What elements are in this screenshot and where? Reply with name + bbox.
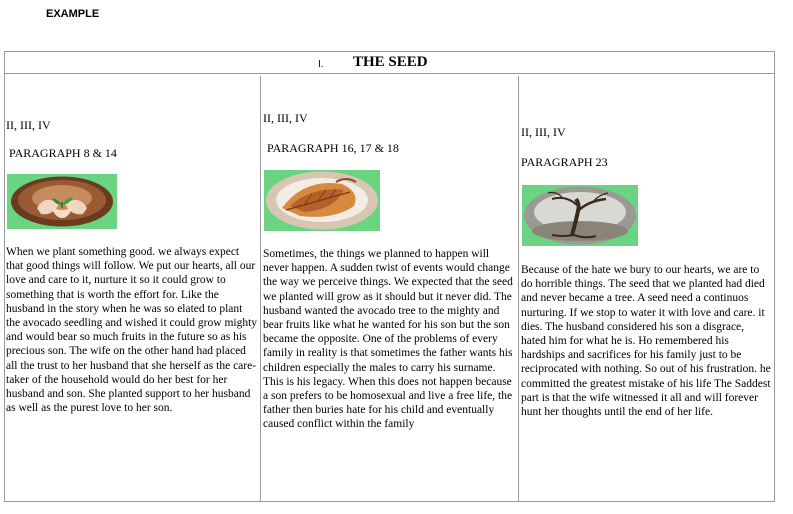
parts-label: II, III, IV	[6, 118, 51, 132]
dry-leaf-icon	[264, 170, 380, 231]
analysis-text: When we plant something good. we always expect that good things will follow. We put our hearts, all our love and care to it, nurture it so it could grow to something that is worth the effort for. Like the husband in the story when he was so elated to plant the avocado seedling and wished it could grow mighty and would bear so much fruits in the future so as his precious son. The wife on the other hand had placed all the trust to her husband that she herself as the care-taker of the household would do her best for her husband and son. She planted support to her husband as well as the purest love to her son.	[6, 246, 258, 415]
column-1	[5, 76, 261, 501]
paragraph-label: PARAGRAPH 16, 17 & 18	[267, 141, 399, 155]
paragraph-label: PARAGRAPH 8 & 14	[9, 146, 117, 160]
parts-label: II, III, IV	[263, 111, 308, 125]
column-3	[520, 76, 774, 501]
column-2	[262, 76, 519, 501]
analysis-text: Because of the hate we bury to our hearts, we are to do horrible things. The seed that we planted had died and never became a tree. A seed need a continuos nurturing. If we stop to water it with love and care. it dies. The husband considered his son a disgrace, hated him for what he is. Ho remembered his hardships and sacrifices for his family just to be reciprocated with nothing. So out of his frustration. he committed the greatest mistake of his life The Saddest part is that the wife witnessed it all and will forever hunt her thoughts until the end of her life.	[521, 264, 771, 419]
parts-label: II, III, IV	[521, 125, 566, 139]
paragraph-label: PARAGRAPH 23	[521, 155, 608, 169]
hands-holding-seedling-icon	[7, 174, 117, 229]
dead-tree-icon	[522, 185, 638, 246]
table-title: THE SEED	[353, 54, 428, 70]
title-row	[5, 52, 774, 74]
example-label: EXAMPLE	[46, 8, 100, 20]
analysis-text: Sometimes, the things we planned to happen will never happen. A sudden twist of events would change the way we perceive things. We expected that the seed we planted will grow as it should but it never did. The husband wanted the avocado tree to the mighty and bear fruits like what he wanted for his son but the son became the opposite. One of the problems of every family in reality is that sometimes the father wants his children especially the males to carry his surname. This is his legacy. When this does not happen because a son prefers to be homosexual and live a free life, the father then buries hate for his child and eventually caused conflict within the family	[263, 248, 513, 431]
analysis-table	[4, 51, 775, 502]
title-number: I.	[318, 59, 324, 70]
